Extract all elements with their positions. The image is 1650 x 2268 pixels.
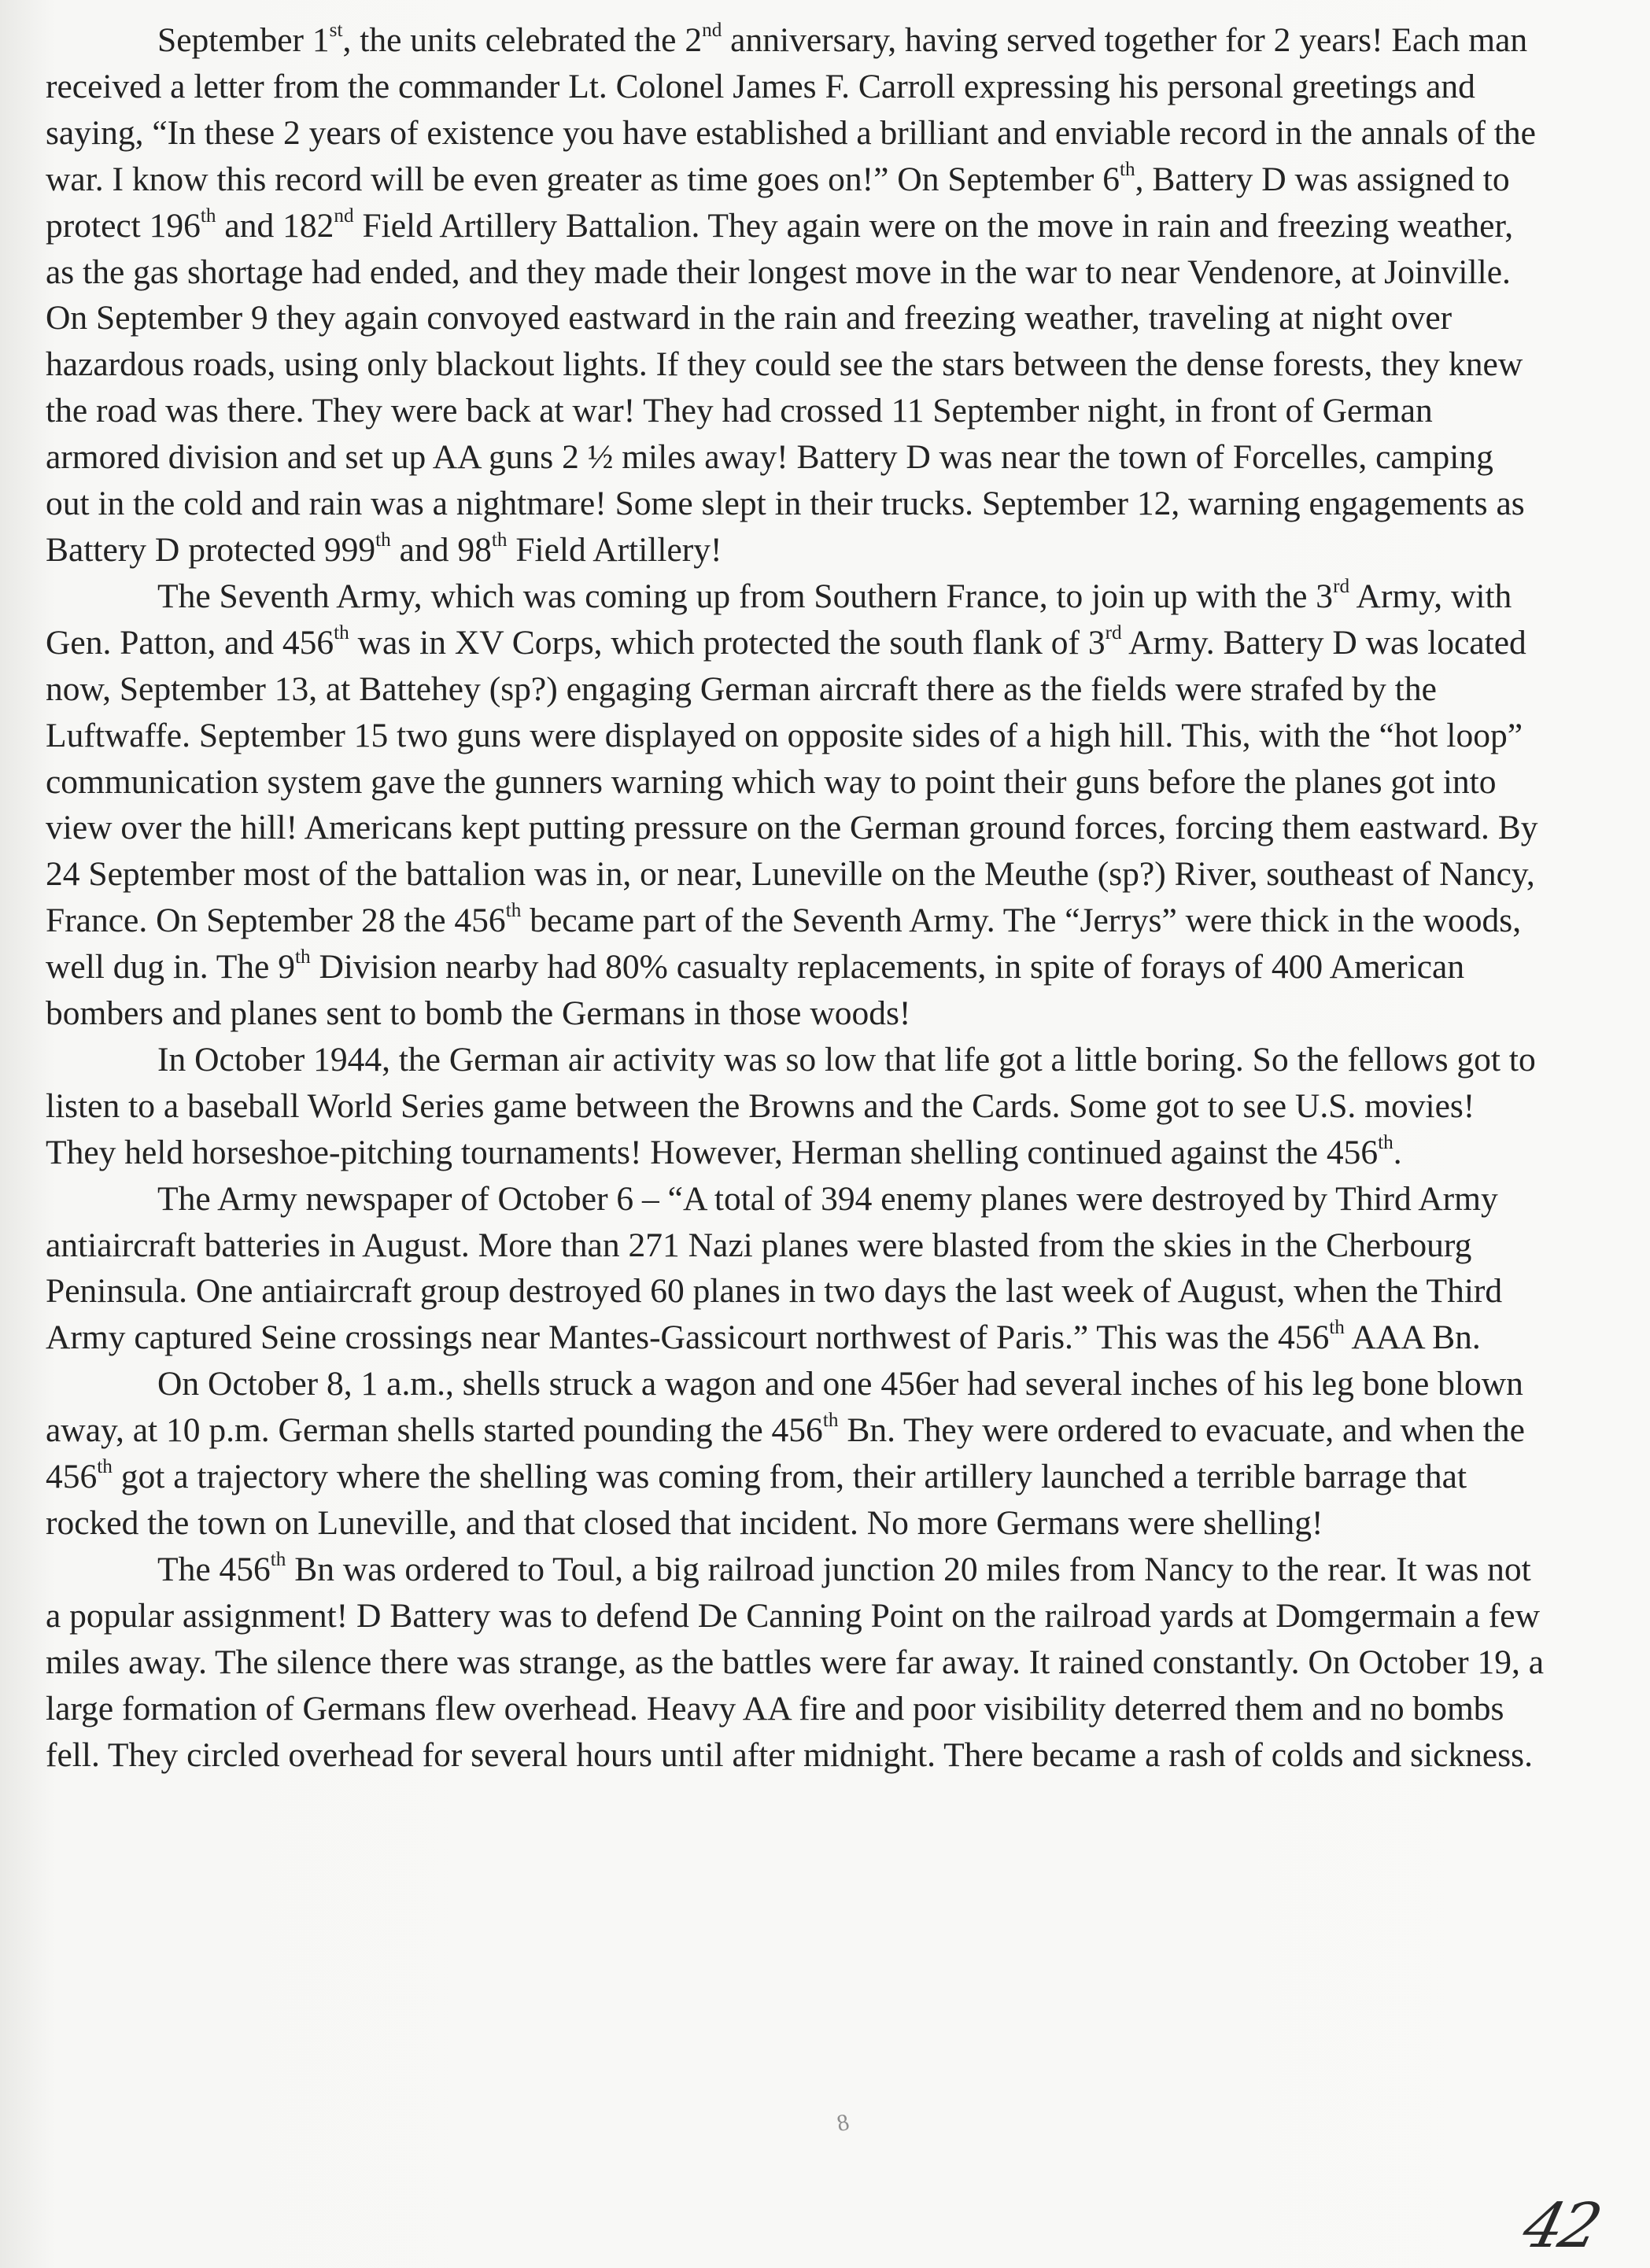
superscript: th bbox=[1329, 1317, 1345, 1339]
text-run: AAA Bn. bbox=[1344, 1318, 1481, 1357]
text-run: and 182 bbox=[216, 206, 334, 245]
superscript: th bbox=[294, 946, 311, 968]
page-number: 8 bbox=[834, 2108, 852, 2137]
paragraph bbox=[46, 573, 1545, 1037]
text-run: Field Artillery Battalion. They again were on the move in rain and freezing weather, as the gas shortage had ended, and they made their longest move in the war to near Vendenore, at Joinville. On September 9 they again convoyed eastward in the rain and freezing weather, traveling at night over hazardous roads, using only blackout lights. If they could see the stars between the dense forests, they knew the road was there. They were back at war! They had crossed 11 September night, in front of German armored division and set up AA guns 2 ½ miles away! Battery D was near the town of Forcelles, camping out in the cold and rain was a nightmare! Some slept in their trucks. September 12, warning engagements as Battery D protected 999 bbox=[46, 206, 1525, 569]
superscript: rd bbox=[1333, 575, 1350, 597]
superscript: th bbox=[505, 900, 522, 922]
superscript: th bbox=[822, 1410, 839, 1432]
body-text bbox=[46, 17, 1545, 1778]
superscript: th bbox=[334, 621, 349, 644]
superscript: th bbox=[200, 205, 216, 227]
superscript: th bbox=[375, 529, 391, 551]
text-run: The Army newspaper of October 6 – “A total of 394 enemy planes were destroyed by Third Army antiaircraft batteries in August. More than 271 Nazi planes were blasted from the skies in the Cherbourg Peninsula. One antiaircraft group destroyed 60 planes in two days the last week of August, when the Third Army captured Seine crossings near Mantes-Gassicourt northwest of Paris.” This was the 456 bbox=[46, 1179, 1503, 1357]
text-run: got a trajectory where the shelling was coming from, their artillery launched a terrible barrage that rocked the town on Luneville, and that closed that incident. No more Germans were shelling! bbox=[46, 1458, 1467, 1542]
text-run: Bn was ordered to Toul, a big railroad junction 20 miles from Nancy to the rear. It was not a popular assignment! D Battery was to defend De Canning Point on the railroad yards at Domgermain a few miles away. The silence there was strange, as the battles were far away. It rained constantly. On October 19, a large formation of Germans flew overhead. Heavy AA fire and poor visibility deterred them and no bombs fell. They circled overhead for several hours until after midnight. There became a rash of colds and sickness. bbox=[46, 1550, 1544, 1774]
text-run: and 98 bbox=[390, 530, 492, 569]
text-run: The 456 bbox=[157, 1550, 271, 1588]
superscript: st bbox=[329, 20, 343, 42]
paragraph bbox=[46, 1037, 1545, 1176]
paragraph bbox=[46, 1547, 1545, 1779]
paragraph bbox=[46, 1361, 1545, 1547]
text-run: Army. Battery D was located now, September 13, at Battehey (sp?) engaging German aircraft there as the fields were strafed by the Luftwaffe. September 15 two guns were displayed on opposite sides of a high hill. This, with the “hot loop” communication system gave the gunners warning which way to point their guns before the planes got into view over the hill! Americans kept putting pressure on the German ground forces, forcing them eastward. By 24 September most of the battalion was in, or near, Luneville on the Meuthe (sp?) River, southeast of Nancy, France. On September 28 the 456 bbox=[46, 623, 1538, 940]
superscript: rd bbox=[1105, 621, 1122, 644]
text-run: In October 1944, the German air activity was so low that life got a little boring. So the fellows got to listen to a baseball World Series game between the Browns and the Cards. Some got to see U.S. movies! They held horseshoe-pitching tournaments! However, Herman shelling continued against the 456 bbox=[46, 1040, 1536, 1171]
superscript: th bbox=[1119, 158, 1135, 180]
text-run: anniversary, having served together for 2 years! Each man received a letter from the commander Lt. Colonel James F. Carroll expressing his personal greetings and saying, “In these 2 years of existence you have established a brilliant and enviable record in the annals of the war. I know this record will be even greater as time goes on!” On September 6 bbox=[46, 21, 1536, 198]
text-run: , Battery D was assigned to protect 196 bbox=[46, 160, 1510, 245]
superscript: th bbox=[270, 1548, 286, 1570]
superscript: th bbox=[1378, 1131, 1393, 1153]
paragraph bbox=[46, 1176, 1545, 1362]
text-run: was in XV Corps, which protected the south flank of 3 bbox=[349, 623, 1106, 662]
text-run: , the units celebrated the 2 bbox=[342, 21, 703, 59]
paragraph bbox=[46, 17, 1545, 573]
text-run: On October 8, 1 a.m., shells struck a wagon and one 456er had several inches of his leg bone blown away, at 10 p.m. German shells started pounding the 456 bbox=[46, 1365, 1523, 1450]
text-run: Bn. They were ordered to evacuate, and when the 456 bbox=[46, 1411, 1525, 1496]
handwritten-page-number: 42 bbox=[1515, 2191, 1606, 2262]
superscript: nd bbox=[702, 20, 722, 42]
text-run: The Seventh Army, which was coming up from Southern France, to join up with the 3 bbox=[157, 577, 1334, 615]
superscript: th bbox=[491, 529, 508, 551]
text-run: became part of the Seventh Army. The “Jerrys” were thick in the woods, well dug in. The 9 bbox=[46, 902, 1522, 986]
text-run: Army, with Gen. Patton, and 456 bbox=[46, 577, 1512, 662]
text-run: . bbox=[1393, 1133, 1402, 1171]
superscript: nd bbox=[334, 205, 354, 227]
text-run: Division nearby had 80% casualty replacements, in spite of forays of 400 American bombers and planes sent to bomb the Germans in those woods! bbox=[46, 948, 1465, 1033]
text-run: Field Artillery! bbox=[507, 530, 722, 569]
superscript: th bbox=[97, 1456, 113, 1478]
text-run: September 1 bbox=[157, 21, 330, 59]
